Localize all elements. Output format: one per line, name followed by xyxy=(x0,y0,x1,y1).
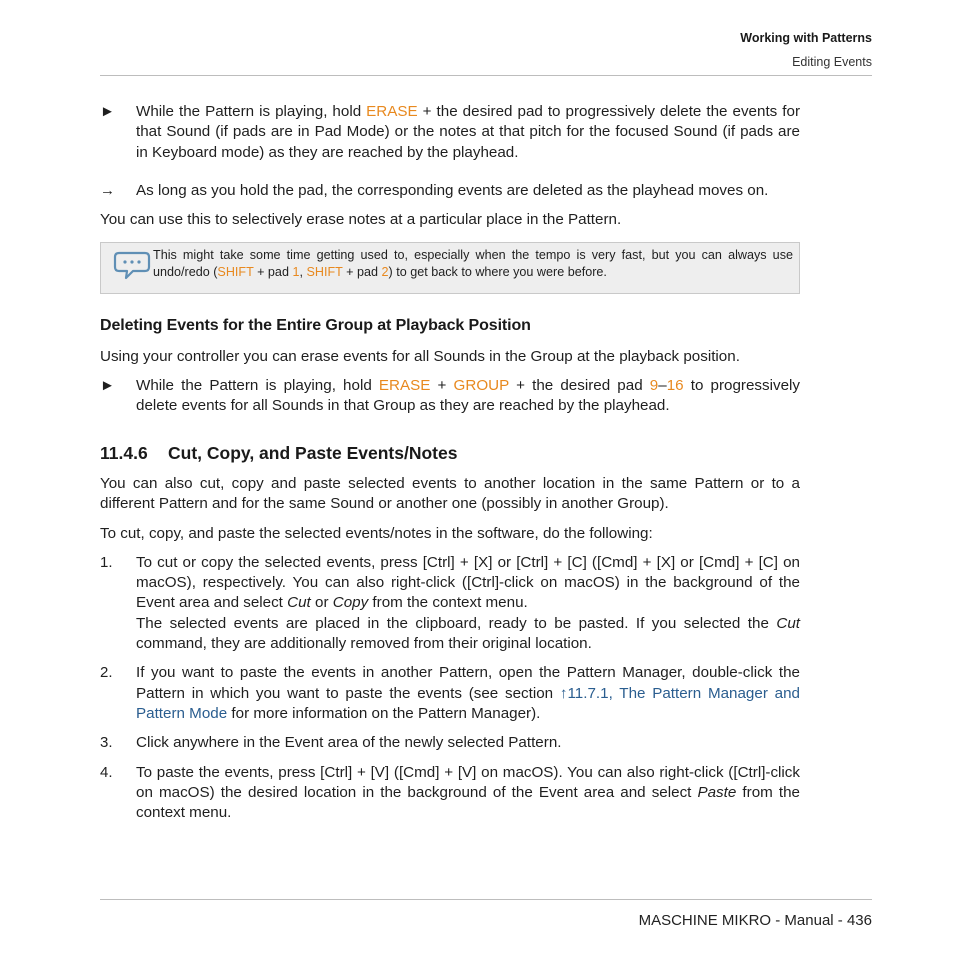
header-rule xyxy=(100,75,872,76)
shift-button-label: SHIFT xyxy=(217,265,254,280)
step-text xyxy=(136,376,800,417)
list-item-text xyxy=(136,763,800,824)
list-item-text xyxy=(136,663,800,724)
result-arrow-icon: → xyxy=(100,181,115,199)
paragraph: To cut, copy, and paste the selected events/notes in the software, do the following: xyxy=(100,524,653,542)
arrow-bullet-icon: ► xyxy=(100,377,115,395)
note-text xyxy=(153,247,793,281)
text: If you want to paste the events in another Pattern, open the Pattern Manager, double-click the Pattern in which you want to paste the events (see section xyxy=(136,664,800,702)
running-header-subtitle: Editing Events xyxy=(792,55,872,69)
paragraph: Using your controller you can erase events for all Sounds in the Group at the playback position. xyxy=(100,347,740,365)
page-footer: MASCHINE MIKRO - Manual - 436 xyxy=(638,912,872,929)
text: To cut or copy the selected events, press [Ctrl] + [X] or [Ctrl] + [C] ([Cmd] + [X] or [Cmd] + [C] on macOS), respectively. You can also right-click ([Ctrl]-click on macOS) in the background of the Event area and select xyxy=(136,553,800,612)
group-button-label: GROUP xyxy=(453,377,509,395)
text: While the Pattern is playing, hold xyxy=(136,377,379,395)
list-number: 2. xyxy=(100,664,113,682)
pad-number: 16 xyxy=(666,377,684,395)
text: command, they are additionally removed from their original location. xyxy=(136,635,592,653)
text: from the context menu. xyxy=(136,783,800,822)
cross-reference-link[interactable]: ↑11.7.1, The Pattern Manager and Pattern Mode xyxy=(136,684,800,722)
list-number: 1. xyxy=(100,553,113,571)
text: This might take some time getting used to, especially when the tempo is very fast, but you can always use undo/redo ( xyxy=(153,248,793,280)
list-number: 4. xyxy=(100,763,113,781)
text: To paste the events, press [Ctrl] + [V] ([Cmd] + [V] on macOS). You can also right-click ([Ctrl]-click on macOS) the desired location in the background of the Event area and select xyxy=(136,763,800,801)
running-header-title: Working with Patterns xyxy=(740,31,872,45)
erase-button-label: ERASE xyxy=(366,103,418,120)
paragraph: You can use this to selectively erase notes at a particular place in the Pattern. xyxy=(100,211,622,229)
text: or xyxy=(310,594,333,612)
text: While the Pattern is playing, hold xyxy=(136,103,367,120)
text: + pad xyxy=(342,265,382,280)
subheading: Deleting Events for the Entire Group at Playback Position xyxy=(100,317,531,335)
list-item-text xyxy=(136,553,800,654)
page-content xyxy=(100,102,800,823)
pad-number: 9 xyxy=(649,377,659,395)
menu-command-paste: Paste xyxy=(697,783,737,801)
paragraph: You can also cut, copy and paste selected events to another location in the same Pattern or to a different Pattern and for the same Sound or another one (possibly in another Group). xyxy=(100,474,800,513)
menu-command-cut: Cut xyxy=(287,594,311,612)
erase-button-label: ERASE xyxy=(378,377,431,395)
text: – xyxy=(658,377,667,395)
text: ) to get back to where you were before. xyxy=(388,265,607,280)
list-item xyxy=(100,553,800,654)
list-item xyxy=(100,763,800,824)
text: + the desired pad xyxy=(508,377,650,395)
list-item xyxy=(100,663,800,724)
pad-number: 1 xyxy=(292,265,300,280)
speech-bubble-icon xyxy=(113,250,153,285)
text: + the desired pad to progressively delete the events for that Sound (if pads are in Pad Mode) or the notes at that pitch for the focused Sound (if pads are in Keyboard mode) as they are reached by the playhead. xyxy=(136,103,800,161)
list-number: 3. xyxy=(100,734,113,752)
note-box xyxy=(100,242,800,294)
menu-command-copy: Copy xyxy=(332,594,369,612)
step-erase-pad xyxy=(100,102,800,163)
text: for more information on the Pattern Manager). xyxy=(227,704,541,722)
result-text: As long as you hold the pad, the corresponding events are deleted as the playhead moves on. xyxy=(136,181,769,199)
text: + pad xyxy=(253,265,293,280)
arrow-bullet-icon: ► xyxy=(100,103,115,120)
section-title: Cut, Copy, and Paste Events/Notes xyxy=(168,442,458,463)
pad-number: 2 xyxy=(381,265,389,280)
text: to progressively delete events for all Sounds in that Group as they are reached by the playhead. xyxy=(136,377,801,415)
section-heading xyxy=(100,443,800,463)
text: , xyxy=(299,265,307,280)
section-number: 11.4.6 xyxy=(100,442,148,463)
list-item xyxy=(100,733,800,753)
step-erase-group xyxy=(100,376,800,417)
text: The selected events are placed in the clipboard, ready to be pasted. If you selected the xyxy=(136,614,777,632)
shift-button-label: SHIFT xyxy=(306,265,343,280)
text: from the context menu. xyxy=(368,594,528,612)
step-text xyxy=(136,102,800,163)
step-result xyxy=(100,181,800,201)
text: + xyxy=(430,377,454,395)
list-item-text: Click anywhere in the Event area of the newly selected Pattern. xyxy=(136,734,562,752)
menu-command-cut: Cut xyxy=(776,614,800,632)
footer-rule xyxy=(100,899,872,900)
